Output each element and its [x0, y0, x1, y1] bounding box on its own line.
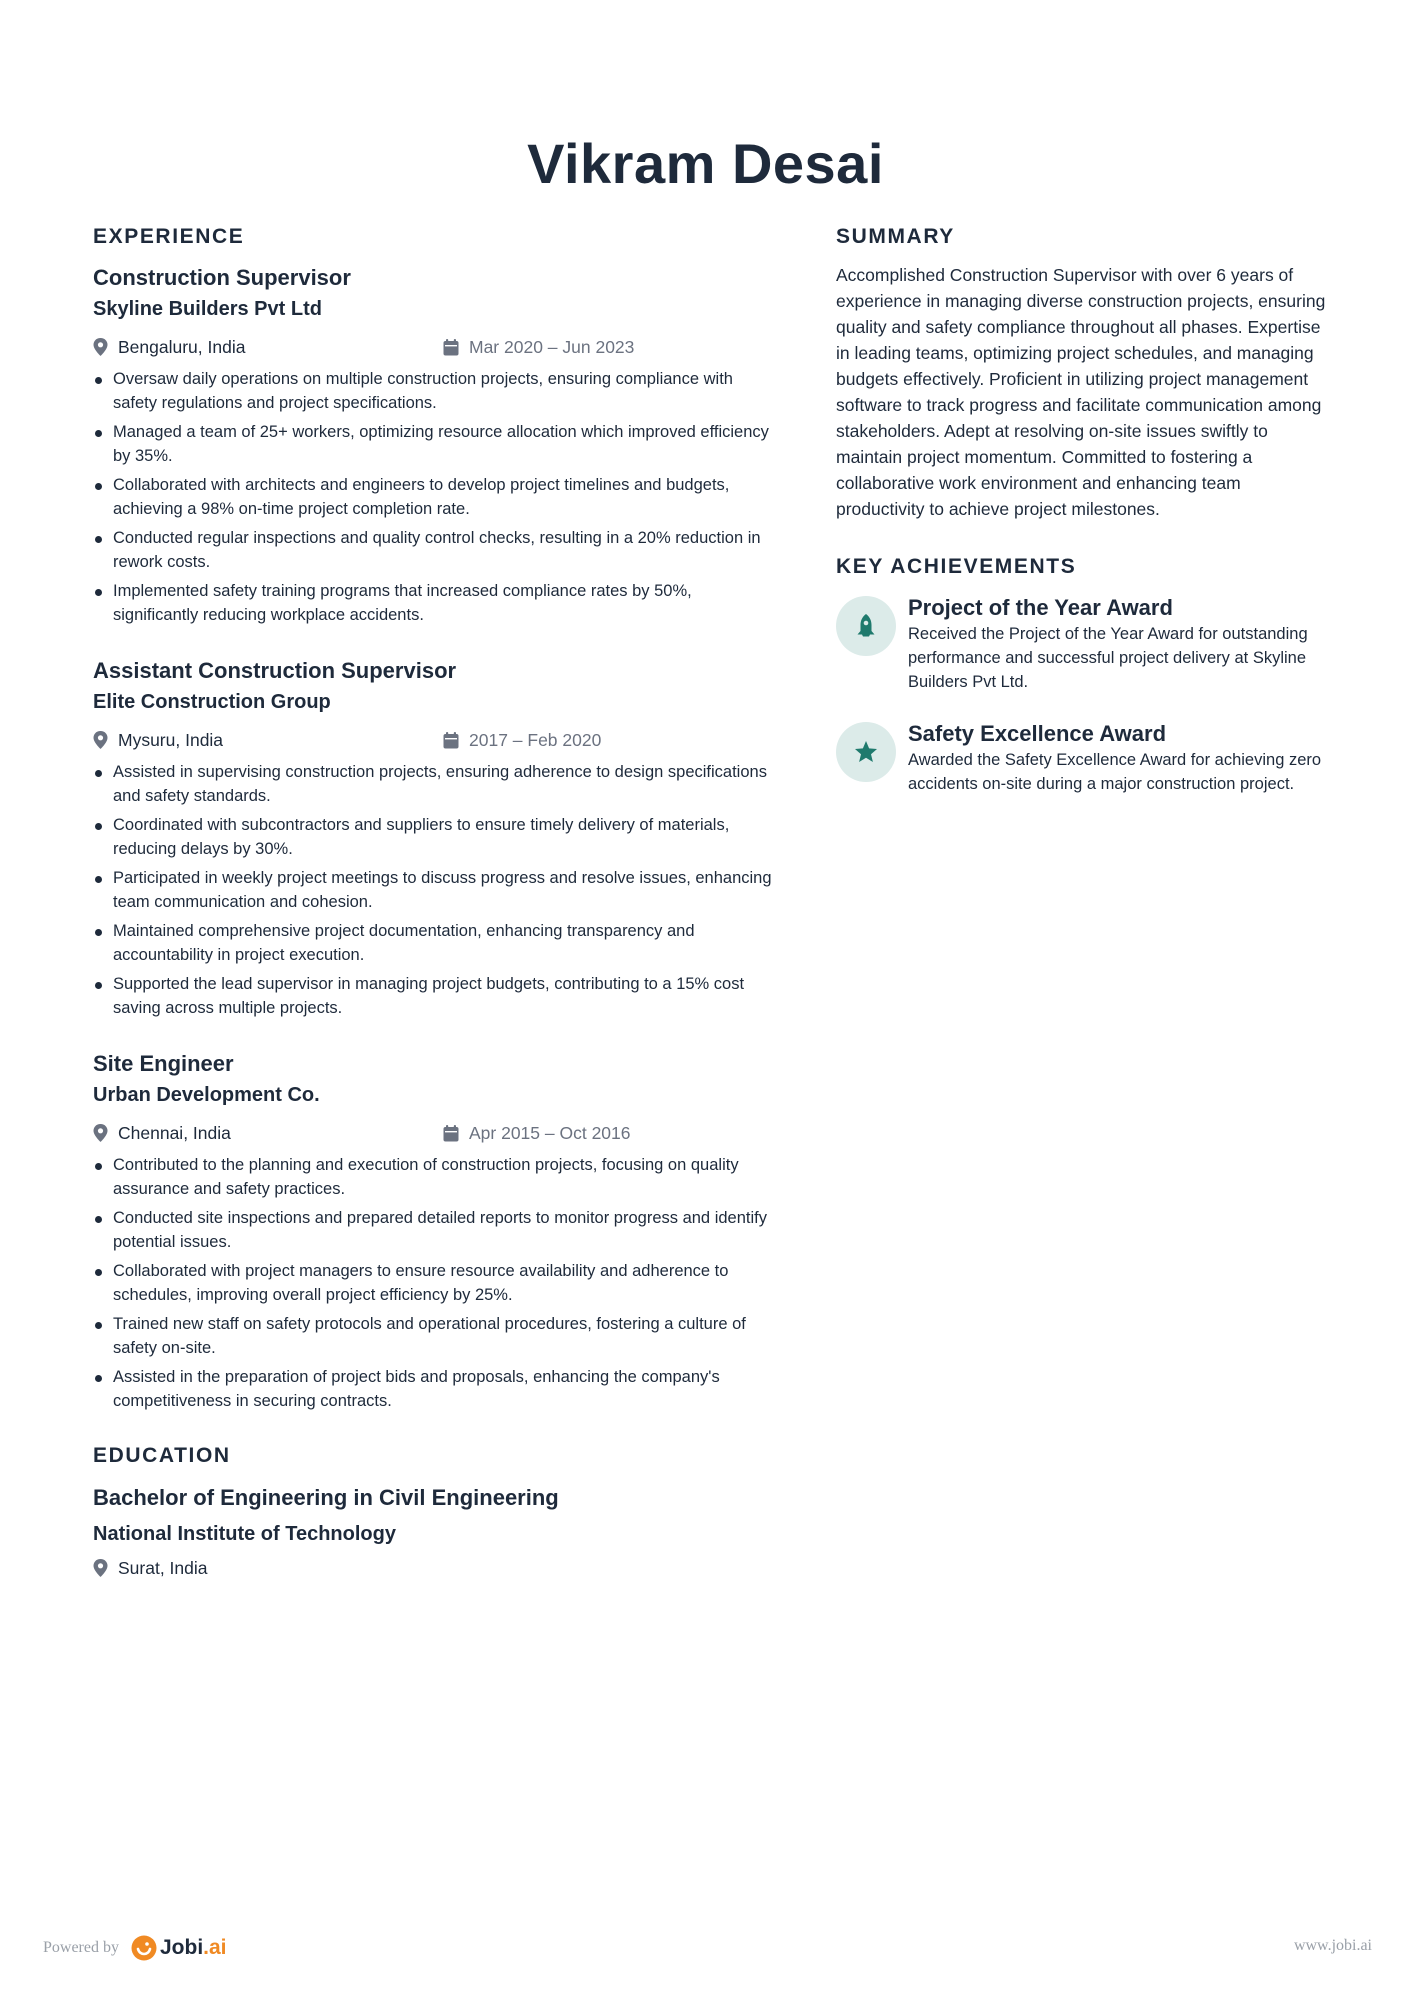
bullet-item: Maintained comprehensive project documentation, enhancing transparency and accountability in project execution.	[93, 920, 775, 967]
job-meta	[93, 332, 775, 362]
jobi-brand-suffix: .ai	[203, 1936, 227, 1959]
achievement-item	[836, 594, 1326, 694]
education-location-text: Surat, India	[118, 1558, 208, 1578]
bullet-item: Assisted in the preparation of project bids and proposals, enhancing the company's competitiveness in securing contracts.	[93, 1366, 775, 1413]
job-location	[93, 1118, 231, 1148]
bullet-item: Managed a team of 25+ workers, optimizing resource allocation which improved efficiency by 35%.	[93, 421, 775, 468]
bullet-item: Oversaw daily operations on multiple construction projects, ensuring compliance with safety regulations and project specifications.	[93, 368, 775, 415]
bullet-item: Supported the lead supervisor in managing project budgets, contributing to a 15% cost saving across multiple projects.	[93, 973, 775, 1020]
job-title: Construction Supervisor	[93, 265, 351, 290]
job-meta	[93, 1118, 775, 1148]
bullet-item: Coordinated with subcontractors and suppliers to ensure timely delivery of materials, reducing delays by 30%.	[93, 814, 775, 861]
education-meta	[93, 1553, 775, 1583]
location-pin-icon	[93, 1124, 108, 1142]
experience-entry	[93, 262, 775, 627]
job-title: Site Engineer	[93, 1051, 234, 1076]
education-section	[93, 1441, 775, 1583]
education-location	[93, 1553, 208, 1583]
achievement-icon-badge	[836, 596, 896, 656]
achievement-title: Safety Excellence Award	[908, 721, 1167, 746]
achievement-icon-badge	[836, 722, 896, 782]
experience-heading: EXPERIENCE	[93, 225, 245, 248]
website-link[interactable]: www.jobi.ai	[1293, 1937, 1372, 1954]
achievement-title: Project of the Year Award	[908, 595, 1173, 620]
right-column	[836, 222, 1326, 822]
job-location	[93, 725, 223, 755]
job-dates	[443, 332, 634, 362]
summary-heading: SUMMARY	[836, 225, 955, 248]
achievement-description: Awarded the Safety Excellence Award for achieving zero accidents on-site during a major construction project.	[908, 751, 1322, 793]
job-bullets	[93, 1154, 775, 1413]
jobi-logo-link[interactable]	[131, 1935, 227, 1961]
bullet-item: Conducted site inspections and prepared detailed reports to monitor progress and identify potential issues.	[93, 1207, 775, 1254]
rocket-icon	[856, 614, 876, 638]
jobi-brand-main: Jobi	[159, 1936, 204, 1959]
jobi-logo-icon	[131, 1935, 157, 1961]
job-bullets	[93, 368, 775, 627]
experience-entry	[93, 655, 775, 1020]
bullet-item: Trained new staff on safety protocols and operational procedures, fostering a culture of safety on-site.	[93, 1313, 775, 1360]
job-bullets	[93, 761, 775, 1020]
achievement-body	[908, 594, 1326, 694]
calendar-icon	[443, 1125, 459, 1142]
education-degree: Bachelor of Engineering in Civil Engineering	[93, 1485, 559, 1510]
job-location-text: Bengaluru, India	[118, 337, 246, 357]
job-location-text: Chennai, India	[118, 1123, 231, 1143]
bullet-item: Collaborated with architects and engineers to develop project timelines and budgets, achieving a 98% on-time project completion rate.	[93, 474, 775, 521]
candidate-name: Vikram Desai	[527, 132, 884, 195]
job-location-text: Mysuru, India	[118, 730, 224, 750]
education-school: National Institute of Technology	[93, 1523, 396, 1545]
summary-text: Accomplished Construction Supervisor with over 6 years of experience in managing diverse construction projects, ensuring quality and safety compliance throughout all phases. Expertise in leading teams, optimizing project schedules, and managing budgets effectively. Proficient in utilizing project management software to track progress and facilitate communication among stakeholders. Adept at resolving on-site issues swiftly to maintain project momentum. Committed to fostering a collaborative work environment and enhancing team productivity to achieve project milestones.	[836, 265, 1326, 519]
left-column	[93, 222, 775, 1589]
achievement-body	[908, 720, 1326, 796]
job-company: Urban Development Co.	[93, 1084, 320, 1106]
job-dates-text: 2017 – Feb 2020	[469, 730, 602, 750]
job-title: Assistant Construction Supervisor	[93, 658, 457, 683]
location-pin-icon	[93, 1559, 108, 1577]
calendar-icon	[443, 339, 459, 356]
location-pin-icon	[93, 731, 108, 749]
job-dates-text: Apr 2015 – Oct 2016	[469, 1123, 631, 1143]
powered-by-label: Powered by	[43, 1939, 119, 1956]
bullet-item: Conducted regular inspections and quality control checks, resulting in a 20% reduction in rework costs.	[93, 527, 775, 574]
achievement-item	[836, 720, 1326, 796]
experience-entry	[93, 1048, 775, 1413]
bullet-item: Participated in weekly project meetings to discuss progress and resolve issues, enhancing team communication and cohesion.	[93, 867, 775, 914]
achievement-description: Received the Project of the Year Award for outstanding performance and successful project delivery at Skyline Builders Pvt Ltd.	[908, 625, 1308, 691]
calendar-icon	[443, 732, 459, 749]
bullet-item: Implemented safety training programs that increased compliance rates by 50%, significantly reducing workplace accidents.	[93, 580, 775, 627]
star-icon	[854, 741, 878, 764]
key-achievements-heading: KEY ACHIEVEMENTS	[836, 555, 1077, 578]
job-company: Skyline Builders Pvt Ltd	[93, 298, 322, 320]
location-pin-icon	[93, 338, 108, 356]
education-heading: EDUCATION	[93, 1444, 231, 1467]
job-company: Elite Construction Group	[93, 691, 331, 713]
job-dates	[443, 725, 601, 755]
job-dates	[443, 1118, 631, 1148]
powered-by-footer	[43, 1935, 227, 1961]
job-dates-text: Mar 2020 – Jun 2023	[469, 337, 635, 357]
job-location	[93, 332, 245, 362]
bullet-item: Contributed to the planning and execution of construction projects, focusing on quality assurance and safety practices.	[93, 1154, 775, 1201]
bullet-item: Collaborated with project managers to ensure resource availability and adherence to schedules, improving overall project efficiency by 25%.	[93, 1260, 775, 1307]
bullet-item: Assisted in supervising construction projects, ensuring adherence to design specifications and safety standards.	[93, 761, 775, 808]
jobi-logo-text	[160, 1936, 227, 1960]
job-meta	[93, 725, 775, 755]
